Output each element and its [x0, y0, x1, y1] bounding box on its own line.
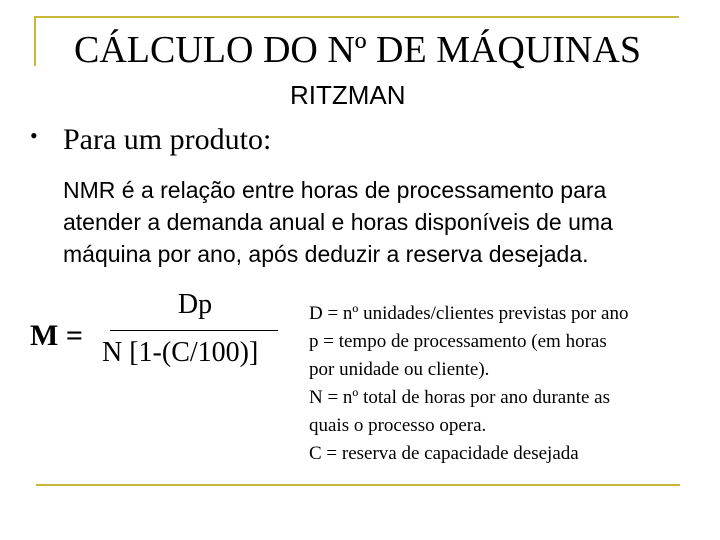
definition-line: quais o processo opera.: [309, 415, 487, 436]
paragraph-line: atender a demanda anual e horas disponíveis de uma: [63, 209, 613, 235]
definition-line: p = tempo de processamento (em horas: [309, 331, 607, 352]
bullet-text: Para um produto:: [63, 123, 272, 156]
formula-denominator: N [1-(C/100)]: [102, 337, 259, 368]
description-paragraph: [63, 174, 703, 270]
variable-definitions: [309, 300, 719, 468]
decorative-bottom-line: [36, 484, 680, 486]
bullet-icon: •: [30, 123, 38, 148]
definition-line: C = reserva de capacidade desejada: [309, 443, 579, 464]
decorative-left-line: [34, 16, 36, 66]
paragraph-line: NMR é a relação entre horas de processamento para: [63, 177, 607, 203]
slide-subtitle: RITZMAN: [290, 80, 406, 110]
formula-lhs: M =: [30, 319, 83, 352]
decorative-top-line: [34, 16, 679, 18]
paragraph-line: máquina por ano, após deduzir a reserva desejada.: [63, 241, 589, 267]
slide-title: CÁLCULO DO Nº DE MÁQUINAS: [74, 29, 641, 71]
fraction-bar: [110, 330, 278, 331]
formula-numerator: Dp: [177, 289, 213, 320]
definition-line: D = nº unidades/clientes previstas por ano: [309, 303, 629, 324]
definition-line: por unidade ou cliente).: [309, 359, 490, 380]
definition-line: N = nº total de horas por ano durante as: [309, 387, 610, 408]
